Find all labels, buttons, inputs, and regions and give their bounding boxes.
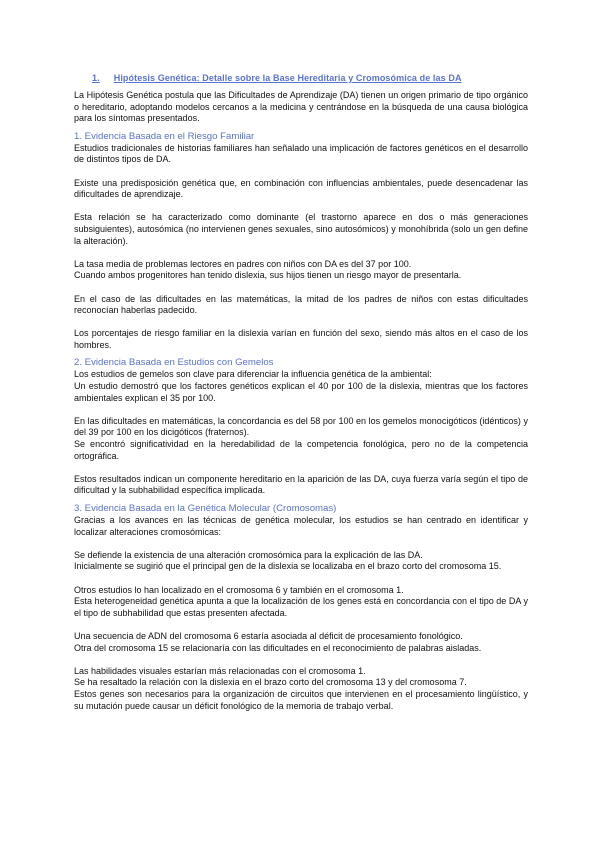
paragraph: Cuando ambos progenitores han tenido dislexia, sus hijos tienen un riesgo mayor de presentarla. — [74, 270, 462, 281]
paragraph: En las dificultades en matemáticas, la concordancia es del 58 por 100 en los gemelos monocigóticos (idénticos) y del 39 por 100 en los dicigóticos (fraternos). — [74, 415, 528, 438]
paragraph: Se defiende la existencia de una alteración cromosómica para la explicación de las DA. — [74, 549, 423, 560]
paragraph: Una secuencia de ADN del cromosoma 6 estaría asociada al déficit de procesamiento fonológico. — [74, 630, 463, 641]
paragraph: Existe una predisposición genética que, en combinación con influencias ambientales, puede desencadenar las dificultades de aprendizaje. — [74, 177, 528, 200]
paragraph: Otra del cromosoma 15 se relacionaría con las dificultades en el reconocimiento de palabras aisladas. — [74, 642, 482, 653]
paragraph: Los estudios de gemelos son clave para diferenciar la influencia genética de la ambiental: — [74, 369, 432, 380]
paragraph: Estudios tradicionales de historias familiares han señalado una implicación de factores genéticos en el desarrollo de distintos tipos de DA. — [74, 142, 528, 165]
paragraph: La tasa media de problemas lectores en padres con niños con DA es del 37 por 100. — [74, 258, 412, 269]
paragraph: Esta relación se ha caracterizado como dominante (el trastorno aparece en dos o más generaciones subsiguientes), autosómica (no intervienen genes sexuales, sino autosómicos) y monohíbrida (solo un gen define la alteración). — [74, 212, 528, 246]
paragraph: Las habilidades visuales estarían más relacionadas con el cromosoma 1. — [74, 665, 366, 676]
paragraph: Gracias a los avances en las técnicas de genética molecular, los estudios se han centrado en identificar y localizar alteraciones cromosómicas: — [74, 515, 528, 537]
paragraph: Inicialmente se sugirió que el principal gen de la dislexia se localizaba en el brazo corto del cromosoma 15. — [74, 561, 502, 572]
intro-paragraph: La Hipótesis Genética postula que las Dificultades de Aprendizaje (DA) tienen un origen primario de tipo orgánico o hereditario, adoptando modelos cercanos a la medicina y centrándose en la búsqueda de una causa biológica para los síntomas presentados. — [74, 90, 528, 124]
paragraph: Otros estudios lo han localizado en el cromosoma 6 y también en el cromosoma 1. — [74, 584, 404, 595]
paragraph: Estos genes son necesarios para la organización de circuitos que intervienen en el procesamiento lingüístico, y su mutación puede causar un déficit fonológico de la memoria de trabajo verbal. — [74, 688, 528, 711]
paragraph: Esta heterogeneidad genética apunta a que la localización de los genes está en concordancia con el tipo de DA y el tipo de subhabilidad que estas presenten afectada. — [74, 596, 528, 618]
section-heading-gemelos: 2. Evidencia Basada en Estudios con Gemelos — [74, 357, 274, 369]
paragraph: Se encontró significatividad en la heredabilidad de la competencia fonológica, pero no de la competencia ortográfica. — [74, 439, 528, 461]
paragraph: En el caso de las dificultades en las matemáticas, la mitad de los padres de niños con estas dificultades reconocían haberlas padecido. — [74, 293, 528, 316]
section-heading-cromosomas: 3. Evidencia Basada en la Genética Molecular (Cromosomas) — [74, 503, 337, 514]
paragraph: Un estudio demostró que los factores genéticos explican el 40 por 100 de la dislexia, mientras que los factores ambientales explican el 35 por 100. — [74, 381, 528, 403]
document-title — [92, 72, 528, 84]
paragraph: Estos resultados indican un componente hereditario en la aparición de las DA, cuya fuerza varía según el tipo de dificultad y la subhabilidad específica implicada. — [74, 473, 528, 496]
section-heading-familiar: 1. Evidencia Basada en el Riesgo Familiar — [74, 130, 255, 142]
title-text: Hipótesis Genética: Detalle sobre la Base Hereditaria y Cromosómica de las DA — [113, 73, 462, 83]
title-number: 1. — [92, 73, 100, 83]
paragraph: Los porcentajes de riesgo familiar en la dislexia varían en función del sexo, siendo más altos en el caso de los hombres. — [74, 328, 528, 350]
paragraph: Se ha resaltado la relación con la dislexia en el brazo corto del cromosoma 13 y del cromosoma 7. — [74, 677, 467, 688]
